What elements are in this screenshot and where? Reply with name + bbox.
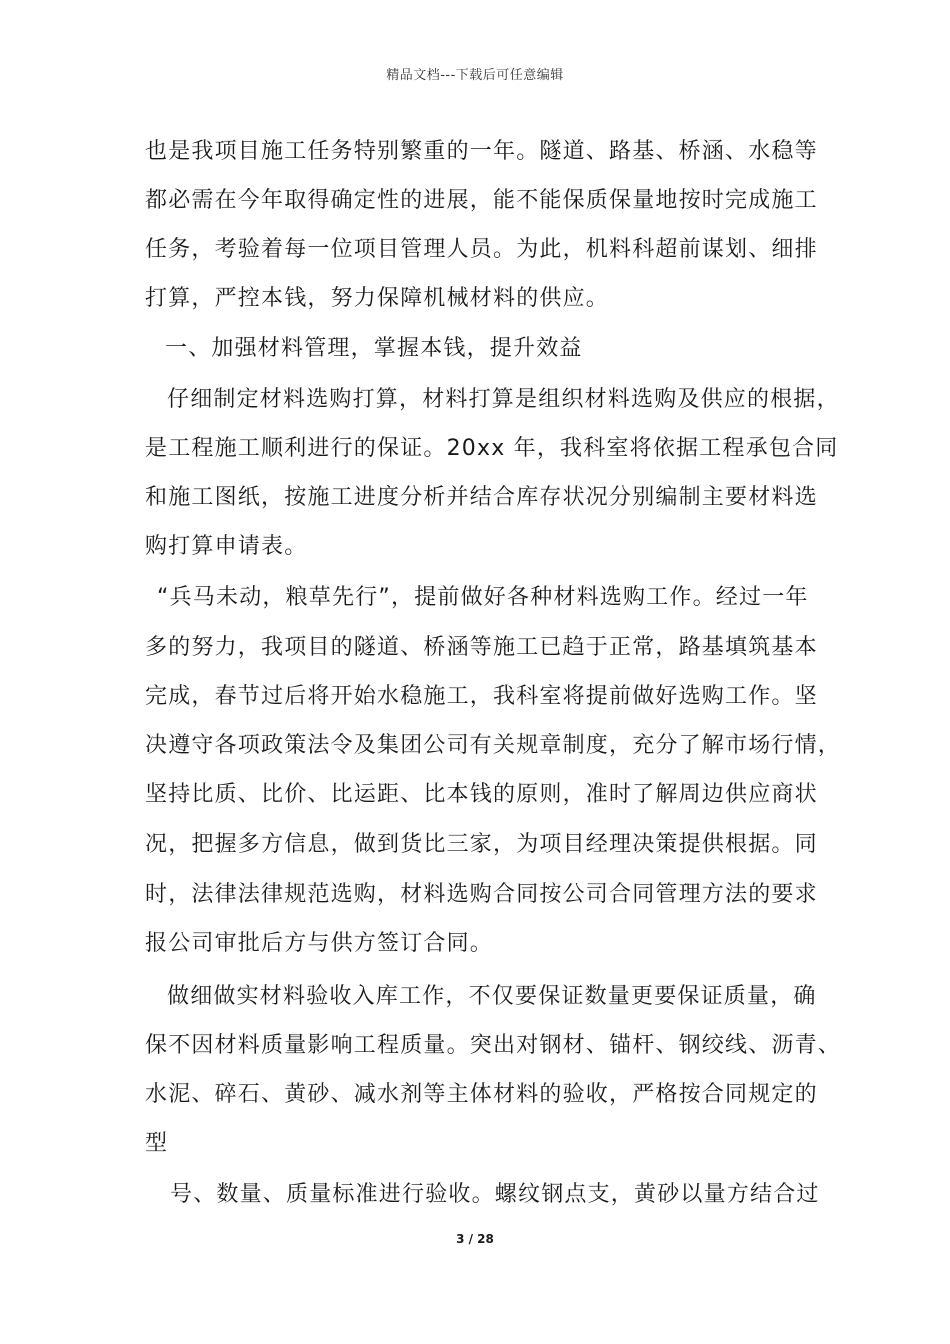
text-line: 任务，考验着每一位项目管理人员。为此，机料科超前谋划、细排 (145, 237, 818, 262)
text-line: 号、数量、质量标准进行验收。螺纹钢点支，黄砂以量方结合过 (170, 1182, 820, 1207)
text-line: 坚持比质、比价、比运距、比本钱的原则，准时了解周边供应商状 (145, 782, 818, 807)
text-line: 也是我项目施工任务特别繁重的一年。隧道、路基、桥涵、水稳等 (145, 139, 818, 164)
text-line: 多的努力，我项目的隧道、桥涵等施工已趋于正常，路基填筑基本 (145, 635, 818, 660)
text-line: 型 (145, 1131, 169, 1156)
text-line: 都必需在今年取得确定性的进展，能不能保质保量地按时完成施工 (145, 188, 818, 213)
text-line: 决遵守各项政策法令及集团公司有关规章制度，充分了解市场行情， (145, 733, 842, 758)
text-line: 打算，严控本钱，努力保障机械材料的供应。 (145, 286, 610, 311)
text-line: 是工程施工顺利进行的保证。20xx 年，我科室将依据工程承包合同 (145, 436, 839, 461)
text-line: 和施工图纸，按施工进度分析并结合库存状况分别编制主要材料选 (145, 485, 818, 510)
text-line: 时，法律法律规范选购，材料选购合同按公司合同管理方法的要求 (145, 882, 818, 907)
text-line: 购打算申请表。 (145, 534, 308, 559)
page-header: 精品文档---下载后可任意编辑 (386, 68, 564, 83)
section-heading: 一、加强材料管理，掌握本钱，提升效益 (165, 336, 583, 361)
text-line: 报公司审批后方与供方签订合同。 (145, 931, 494, 956)
text-line: 况，把握多方信息，做到货比三家，为项目经理决策提供根据。同 (145, 832, 818, 857)
text-line: 做细做实材料验收入库工作，不仅要保证数量更要保证质量，确 (167, 984, 817, 1009)
text-line: 完成，春节过后将开始水稳施工，我科室将提前做好选购工作。坚 (145, 684, 818, 709)
text-line: “兵马未动，粮草先行”，提前做好各种材料选购工作。经过一年 (157, 585, 809, 610)
text-line: 水泥、碎石、黄砂、减水剂等主体材料的验收，严格按合同规定的 (145, 1082, 818, 1107)
text-line: 保不因材料质量影响工程质量。突出对钢材、锚杆、钢绞线、沥青、 (145, 1033, 842, 1058)
text-line: 仔细制定材料选购打算，材料打算是组织材料选购及供应的根据， (167, 387, 840, 412)
page-number: 3 / 28 (456, 1232, 494, 1246)
